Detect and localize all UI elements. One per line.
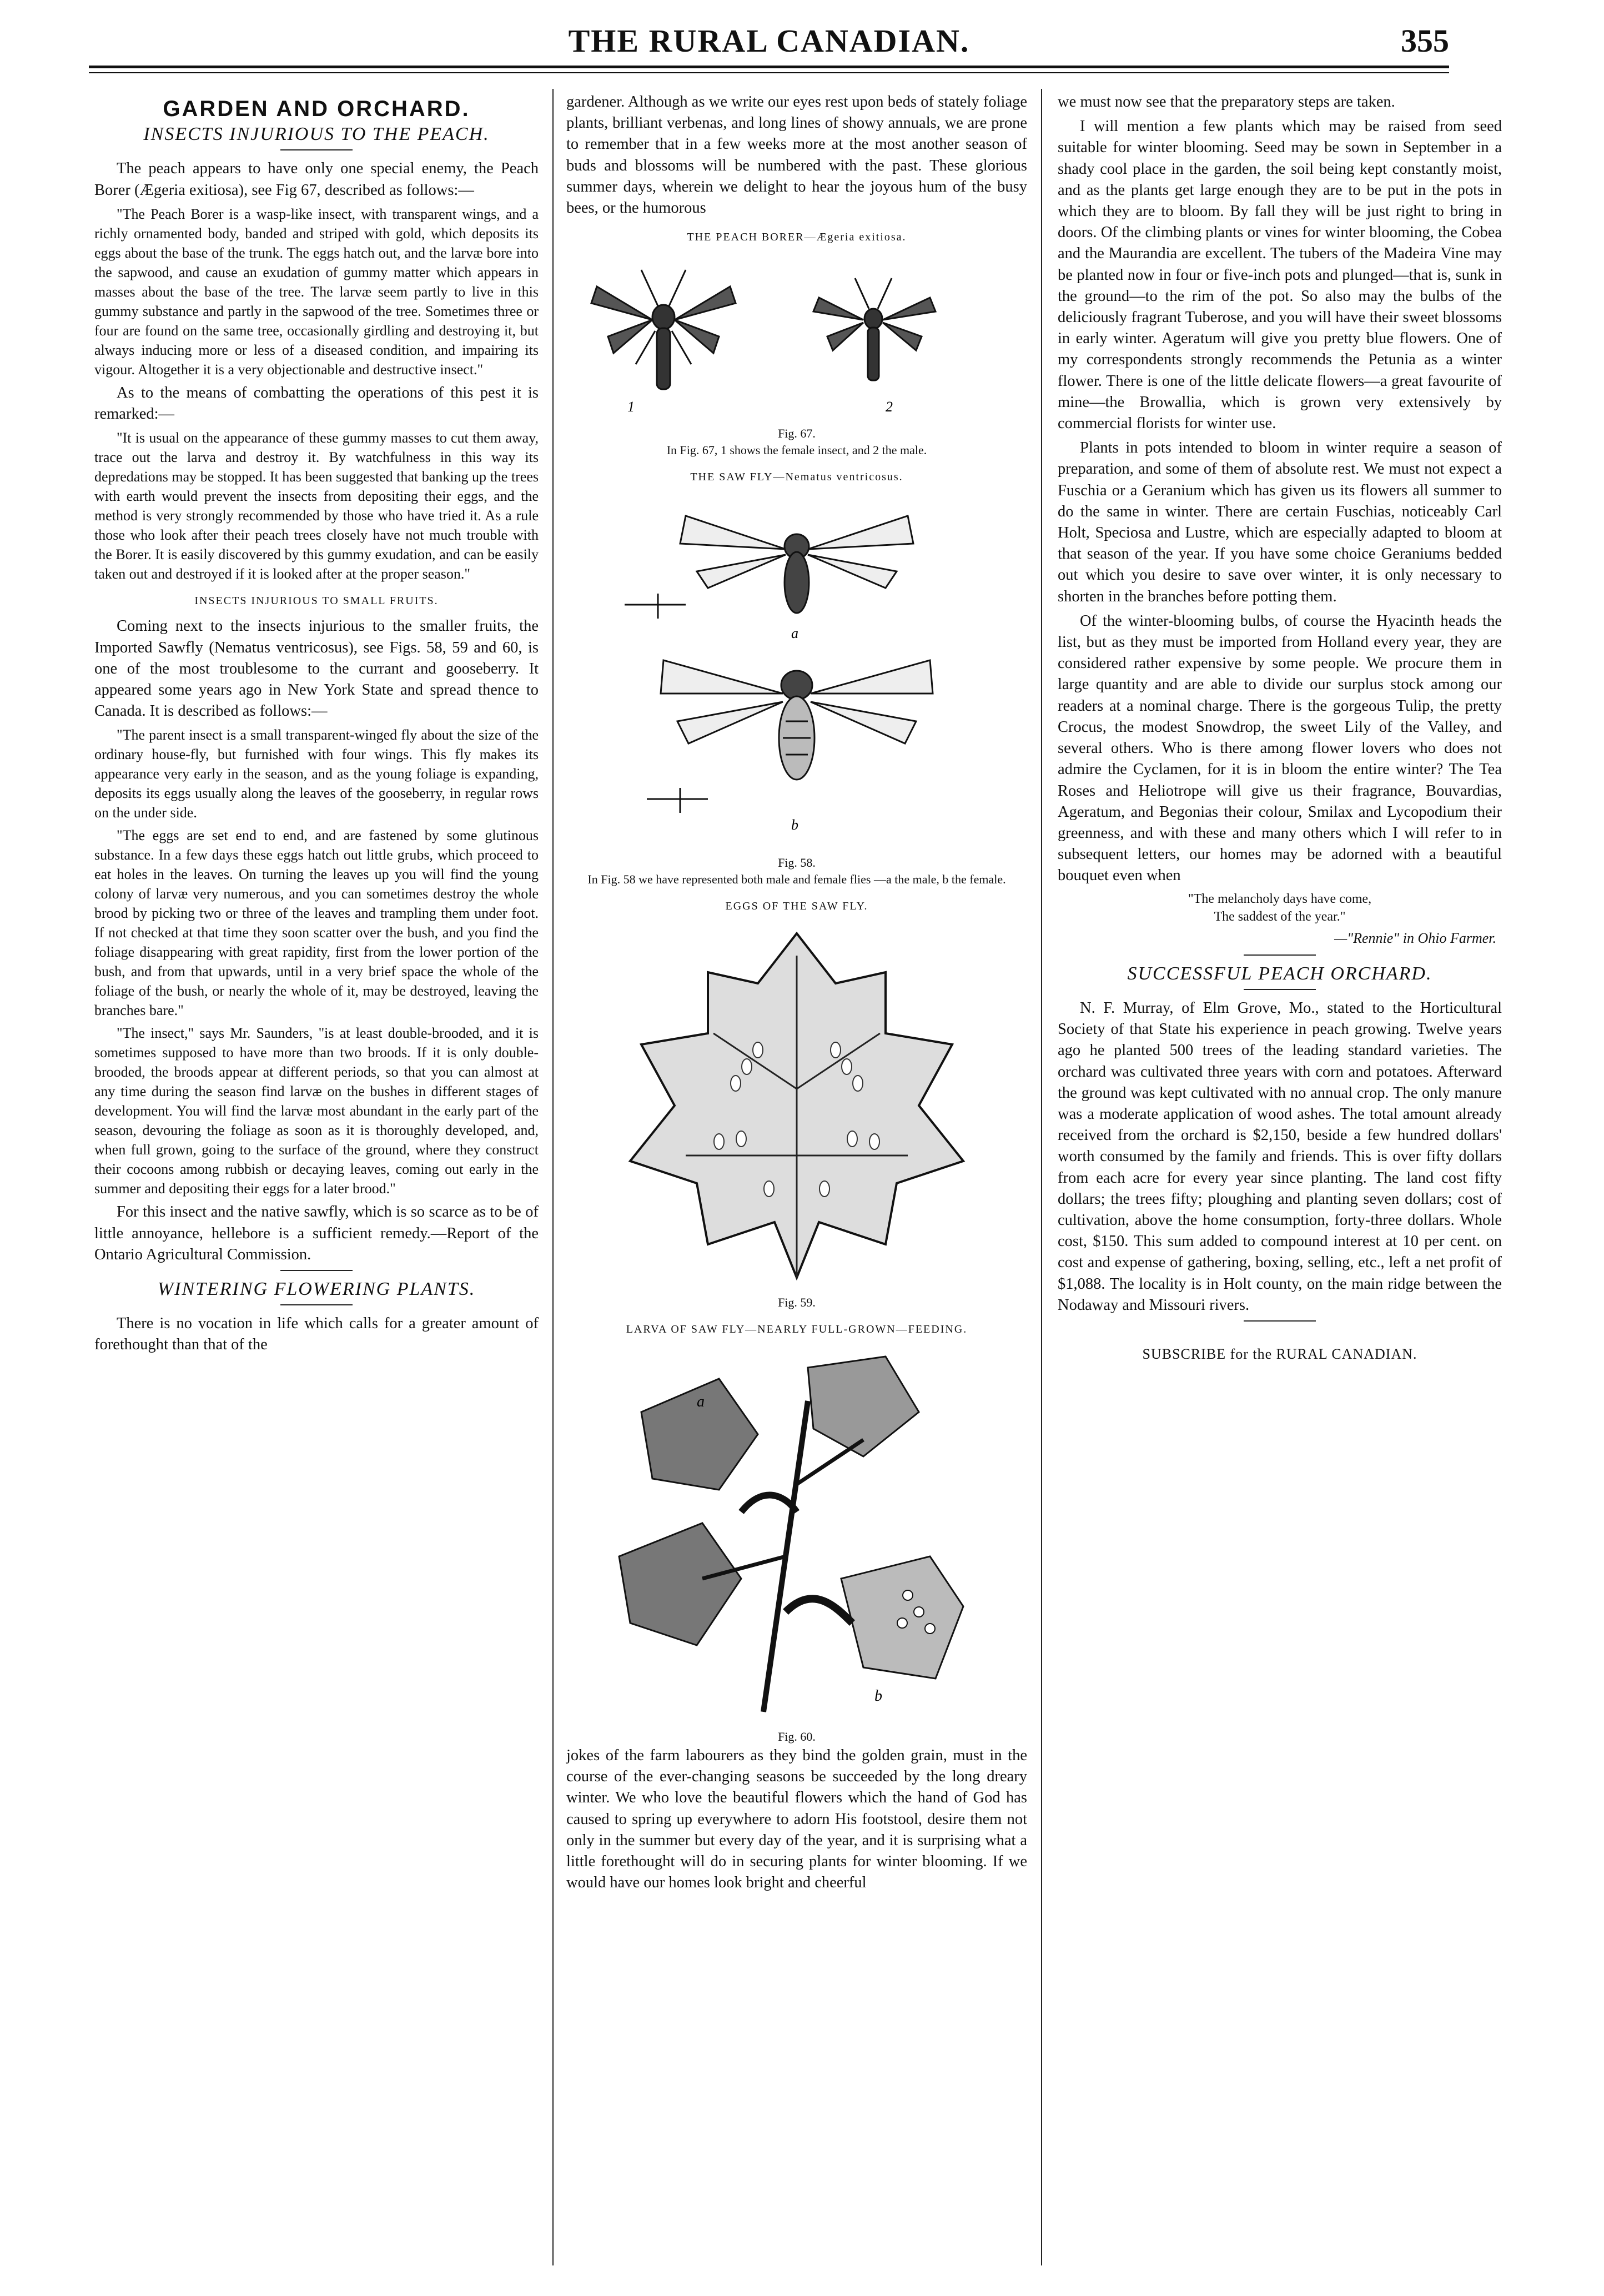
section-heading: GARDEN AND ORCHARD. — [163, 97, 470, 121]
page-number: 355 — [1401, 23, 1449, 59]
newspaper-title: THE RURAL CANADIAN. — [568, 23, 970, 59]
figure-number: Fig. 58. — [778, 855, 816, 870]
fig58-label-b: b — [791, 816, 798, 833]
quote-paragraph: "It is usual on the appearance of these gummy masses to cut them away, trace out the larva and destroy it. By watchfulness in this way its depredations may be stopped. It has been suggested that banking up the trees with earth would prevent the insects from depositing their eggs, and the method is very strongly recommended by those who have tried it. As a rule those who look after their peach trees closely have not much trouble with the Borer. It is easily discovered by this gummy exudation, and can be easily taken out and destroyed if it is looked after at the proper season." — [94, 430, 539, 582]
fig60-label-a: a — [697, 1393, 705, 1411]
column-3 — [1058, 92, 1502, 1365]
verse-line: The saddest of the year." — [1214, 909, 1346, 924]
figure-58 — [566, 494, 1027, 849]
article-rule — [280, 1270, 353, 1271]
fig67-label-2: 2 — [886, 399, 893, 415]
figure-caption: In Fig. 67, 1 shows the female insect, and 2 the male. — [666, 443, 927, 458]
paragraph: we must now see that the preparatory steps are taken. — [1058, 93, 1395, 110]
fig58-label-a: a — [791, 625, 798, 641]
article-title-peach-orchard: SUCCESSFUL PEACH ORCHARD. — [1127, 963, 1432, 984]
paragraph: I will mention a few plants which may be raised from seed suitable for winter blooming. Seed may be sown in September in a shady cool place in the garden, the soil being kept constantly moist, and as the plants get large enough they are to be put in the pots in which they are to bloom. By fall they will be just right to bring in doors. Of the climbing plants or vines for winter blooming, the Cobea and the Maurandia are excellent. The tubers of the Madeira Vine may be planted now in four or five-inch pots and plunged—that is, sunk in the ground—to the rim of the pot. So also may the bulbs of the deliciously fragrant Tuberose, and you will have their sweet blossoms in early winter. Ageratum will give you pretty blue flowers. One of my correspondents strongly recommends the Petunia as a winter flower. There is one of the little delicate flowers—a great favourite of mine—the Browallia, which is grown very extensively by commercial florists for winter use. — [1058, 118, 1502, 433]
quote-paragraph: "The Peach Borer is a wasp-like insect, with transparent wings, and a richly ornamented body, banded and striped with gold, which deposits its eggs about the base of the trunk. The eggs hatch out, and the larvæ bore into the sapwood, and cause an exudation of gummy matter which appears in masses about the base of the tree. The larvæ seem partly to live in this gummy substance and partly in the sapwood of the tree. Sometimes three or four are found on the same tree, occasionally girdling and destroying it, but always inducing more or less of a diseased condition, and impairing its vigour. Altogether it is a very objectionable and destructive insect." — [94, 205, 539, 378]
verse-line: "The melancholy days have come, — [1188, 891, 1372, 906]
paragraph: There is no vocation in life which calls for a greater amount of forethought than that of the — [94, 1315, 539, 1354]
masthead — [89, 17, 1449, 69]
paragraph: jokes of the farm labourers as they bind the golden grain, must in the course of the ever-changing seasons be succeeded by the long dreary winter. We who love the beautiful flowers which the hand of God has caused to spring up everywhere to adorn His footstool, desire them not only in the summer but every day of the year, and it is surprising what a little forethought will do in securing plants for winter blooming. If we would have our homes look bright and cheerful — [566, 1747, 1027, 1892]
subheading-small-fruits: INSECTS INJURIOUS TO SMALL FRUITS. — [194, 595, 439, 607]
figure-67 — [566, 253, 1027, 420]
quote-paragraph: "The eggs are set end to end, and are fastened by some glutinous substance. In a few days these eggs hatch out little grubs, which proceed to eat holes in the leaves. On turning the leaves up you will find the young colony of larvæ very numerous, and you can sometimes destroy the whole brood by picking two or three of the leaves and trampling them under foot. If not checked at that time they soon scatter over the bush, and you find the foliage disappearing with great rapidity, first from the lower portion of the bush, and from that upwards, until in a very brief space the whole of the foliage of the bush, or nearly the whole of it, may be destroyed, leaving the branches bare." — [94, 827, 539, 1019]
figure-number: Fig. 60. — [778, 1730, 816, 1744]
column-divider-2 — [1041, 89, 1042, 2265]
saw-fly-illustration — [575, 494, 1019, 849]
column-2 — [566, 92, 1027, 1897]
peach-borer-illustration — [575, 253, 1019, 420]
article-rule — [1244, 1320, 1316, 1322]
paragraph: N. F. Murray, of Elm Grove, Mo., stated to the Horticultural Society of that State his experience in peach growing. Twelve years ago he planted 500 trees of the leading standard varieties. The orchard was cultivated three years with corn and potatoes. Afterward the ground was kept cultivated with no annual crop. The only manure was a moderate application of wood ashes. The total amount already received from the orchard is $2,150, beside a few hundred dollars' worth consumed by the family and friends. This is over fifty dollars from each acre for every year since planting. The land cost fifty dollars; the trees fifty; ploughing and planting seven dollars; cost of cultivation, above the home consumption, forty-three dollars. Whole cost, $150. This sum added to compound interest at 10 per cent. on cost and expense of gathering, boxing, selling, etc., left a net profit of $1,088. The locality is in Holt county, on the main ridge between the Nodaway and Missouri rivers. — [1058, 999, 1502, 1314]
column-divider-1 — [552, 89, 554, 2265]
quote-paragraph: "The parent insect is a small transparent-winged fly about the size of the ordinary house-fly, but furnished with four wings. This fly makes its appearance very early in the season, and as the young foliage is expanding, deposits its eggs usually along the leaves of the gooseberry, in regular rows on the under side. — [94, 727, 539, 821]
paragraph: Of the winter-blooming bulbs, of course the Hyacinth heads the list, but as they must be imported from Holland every year, they are considered rather expensive by some people. We procure them in large quantity and are able to divide our surplus stock among our readers at a nominal charge. There is the gorgeous Tulip, the pretty Crocus, the modest Snowdrop, the sweet Lily of the Valley, and several others. Who is there among flower lovers who does not admire the Cyclamen, for it is in bloom the entire winter? The Tea Roses and Heliotrope will give us their fragrance, Bouvardias, Ageratum, and Begonias their colour, Smilax and Lycopodium their greenness, and with these and many others which I will refer to in subsequent letters, our homes may be adorned with a beautiful bouquet even when — [1058, 612, 1502, 885]
quote-paragraph: "The insect," says Mr. Saunders, "is at least double-brooded, and it is sometimes supposed to have more than two broods. If it is only double-brooded, the broods appear at different periods, so that you can almost at any time during the season find larvæ on the bushes in different stages of development. You will find the larvæ most abundant in the early part of the season, devouring the foliage as soon as it is thoroughly developed, and, when full grown, going to the surface of the ground, where they construct their cocoons among rubbish or decaying leaves, coming out early in the summer and depositing their eggs for a later brood." — [94, 1025, 539, 1197]
paragraph: As to the means of combatting the operations of this pest it is remarked:— — [94, 384, 539, 423]
saw-fly-larva-illustration — [575, 1345, 1019, 1723]
figure-number: Fig. 67. — [778, 426, 816, 441]
paragraph: gardener. Although as we write our eyes rest upon beds of stately foliage plants, brilliant verbenas, and long lines of showy annuals, we are prone to remember that in a few weeks more at the most another season of buds and blossoms will be numbered with the past. These glorious summer days, wherein we delight to hear the joyous hum of the busy bees, or the humorous — [566, 93, 1027, 217]
article-title-wintering-plants: WINTERING FLOWERING PLANTS. — [157, 1279, 476, 1300]
figure-60 — [566, 1345, 1027, 1723]
header-rule-thick — [89, 66, 1449, 68]
column-1 — [94, 92, 539, 1359]
subscribe-notice: SUBSCRIBE for the RURAL CANADIAN. — [1142, 1345, 1417, 1362]
figure-heading: EGGS OF THE SAW FLY. — [725, 900, 868, 912]
figure-number: Fig. 59. — [778, 1295, 816, 1309]
title-rule — [1244, 989, 1316, 990]
paragraph: The peach appears to have only one special enemy, the Peach Borer (Ægeria exitiosa), see Fig 67, described as follows:— — [94, 160, 539, 199]
attribution: —"Rennie" in Ohio Farmer. — [1334, 930, 1496, 946]
figure-heading: LARVA OF SAW FLY—NEARLY FULL-GROWN—FEEDING. — [626, 1323, 968, 1335]
paragraph: Plants in pots intended to bloom in winter require a season of preparation, and some of them of absolute rest. We must not expect a Fuschia or a Geranium which has given us its flowers all summer to do the same in winter. There are certain Fuschias, noticeably Carl Holt, Speciosa and Lustre, which are especially adapted to bloom at that season of the year. If you have some choice Geraniums bedded out which you desire to save over winter, it is only necessary to shorten in the branches before potting them. — [1058, 439, 1502, 605]
article-rule — [1244, 954, 1316, 956]
paragraph: Coming next to the insects injurious to the smaller fruits, the Imported Sawfly (Nematus ventricosus), see Figs. 58, 59 and 60, is one of the most troublesome to the currant and gooseberry. It appeared some years ago in New York State and spread thence to Canada. It is described as follows:— — [94, 617, 539, 720]
fig67-label-1: 1 — [627, 399, 635, 415]
figure-heading: THE SAW FLY—Nematus ventricosus. — [690, 471, 903, 484]
figure-heading: THE PEACH BORER—Ægeria exitiosa. — [687, 231, 907, 244]
title-rule — [280, 1304, 353, 1305]
figure-caption: In Fig. 58 we have represented both male and female flies —a the male, b the female. — [587, 872, 1006, 886]
header-rule-thin — [89, 72, 1449, 73]
paragraph: For this insect and the native sawfly, which is so scarce as to be of little annoyance, hellebore is a sufficient remedy.—Report of the Ontario Agricultural Commission. — [94, 1203, 539, 1263]
article-title-peach-insects: INSECTS INJURIOUS TO THE PEACH. — [143, 124, 490, 145]
gooseberry-leaf-eggs-illustration — [575, 922, 1019, 1289]
figure-59 — [566, 922, 1027, 1289]
title-rule — [280, 149, 353, 150]
fig60-label-b: b — [874, 1687, 882, 1705]
